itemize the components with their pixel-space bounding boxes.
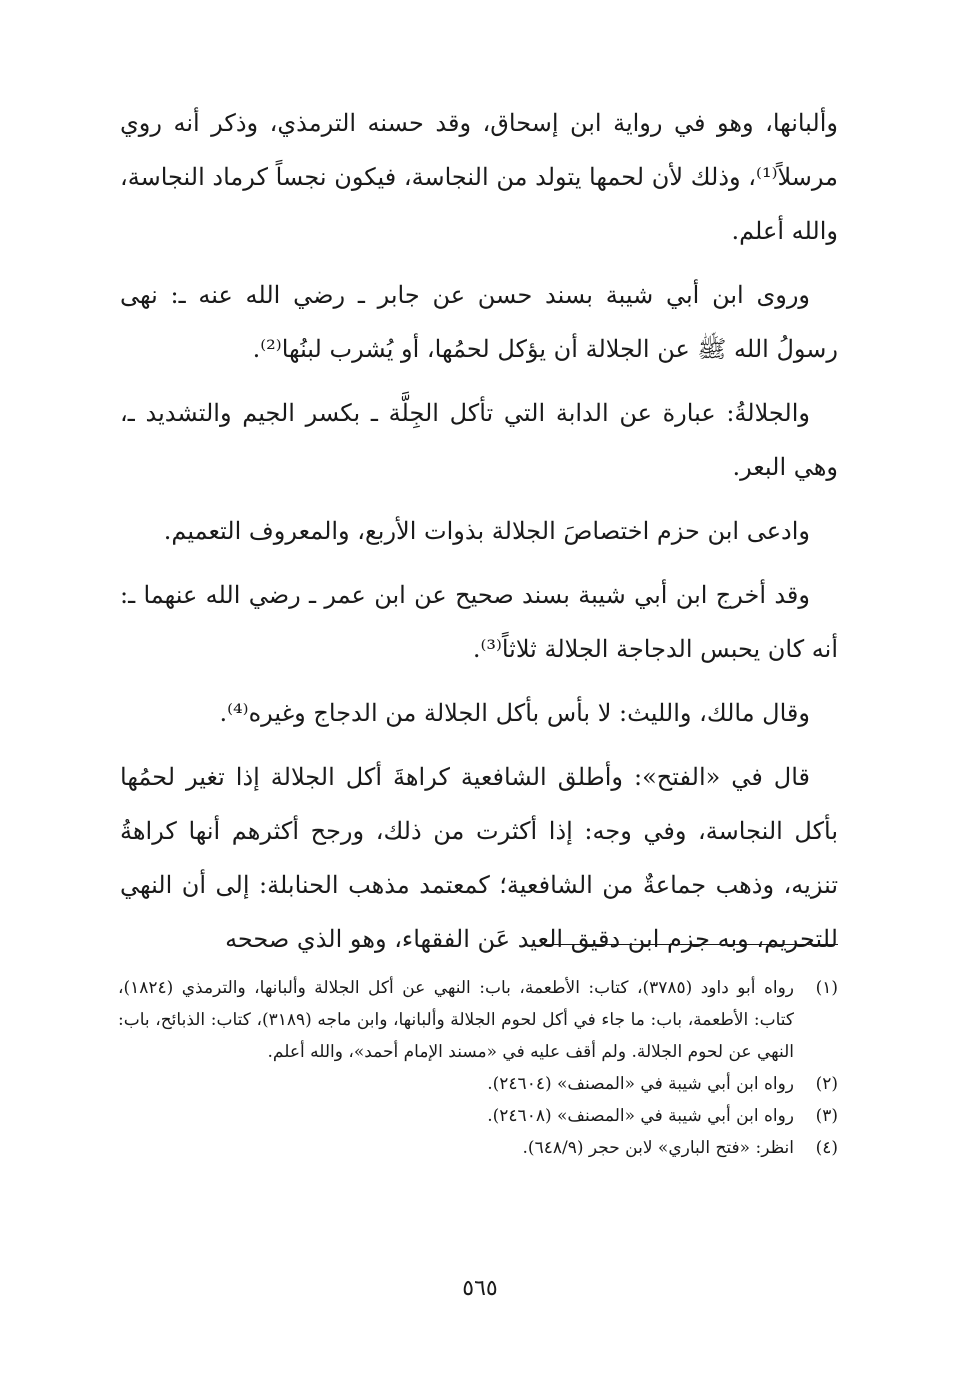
paragraph-continuation: وألبانها، وهو في رواية ابن إسحاق، وقد حسنه الترمذي، وذكر أنه روي مرسلاً⁽¹⁾، وذلك لأن لحمها يتولد من النجاسة، فيكون نجساً كرماد النجاسة، والله أعلم. xyxy=(120,109,838,245)
paragraph-fath-quote: قال في «الفتح»: وأطلق الشافعية كراهةَ أكل الجلالة إذا تغير لحمُها بأكل النجاسة، وفي وجه: إذا أكثرت من ذلك، ورجح أكثرهم أنها كراهةُ تنزيه، وذهب جماعةٌ من الشافعية؛ كمعتمد مذهب الحنابلة: إلى أن النهي للتحريم، وبه جزم ابن دقيق العيد عَن الفقهاء، وهو الذي صححه xyxy=(120,763,839,953)
footnote-separator xyxy=(542,944,838,945)
footnote-3 xyxy=(118,1100,838,1132)
footnote-number: (٢) xyxy=(815,1074,838,1094)
footnote-text: رواه أبو داود (٣٧٨٥)، كتاب: الأطعمة، باب: النهي عن أكل الجلالة وألبانها، والترمذي (١٨٢٤)، كتاب: الأطعمة، باب: ما جاء في أكل لحوم الجلالة وألبانها، وابن ماجه (٣١٨٩)، كتاب: الذبائح، باب: النهي عن لحوم الجلالة. ولم أقف عليه في «مسند الإمام أحمد»، والله أعلم. xyxy=(118,978,795,1062)
footnote-1 xyxy=(118,972,838,1068)
main-text xyxy=(120,96,838,976)
footnote-text: انظر: «فتح الباري» لابن حجر (٦٤٨/٩). xyxy=(522,1138,794,1158)
footnote-number: (٤) xyxy=(815,1138,838,1158)
page-number: ٥٦٥ xyxy=(462,1276,498,1301)
paragraph-jallala-definition: والجلالةُ: عبارة عن الدابة التي تأكل الجِلَّة ـ بكسر الجيم والتشديد ـ، وهي البعر. xyxy=(120,399,838,481)
paragraph-ibn-umar-narration: وقد أخرج ابن أبي شيبة بسند صحيح عن ابن عمر ـ رضي الله عنهما ـ: أنه كان يحبس الدجاجة الجلالة ثلاثاً⁽³⁾. xyxy=(120,581,838,663)
paragraph-ibn-hazm: وادعى ابن حزم اختصاصَ الجلالة بذوات الأربع، والمعروف التعميم. xyxy=(163,517,810,545)
paragraph-jabir-narration: وروى ابن أبي شيبة بسند حسن عن جابر ـ رضي الله عنه ـ: نهى رسولُ الله ﷺ عن الجلالة أن يؤكل لحمُها، أو يُشرب لبنُها⁽²⁾. xyxy=(120,281,838,363)
footnote-text: رواه ابن أبي شيبة في «المصنف» (٢٤٦٠٤). xyxy=(487,1074,794,1094)
footnotes xyxy=(118,972,838,1164)
footnote-4 xyxy=(118,1132,838,1164)
footnote-text: رواه ابن أبي شيبة في «المصنف» (٢٤٦٠٨). xyxy=(487,1106,794,1126)
footnote-number: (١) xyxy=(815,978,838,998)
footnote-2 xyxy=(118,1068,838,1100)
paragraph-malik-layth: وقال مالك، والليث: لا بأس بأكل الجلالة من الدجاج وغيره⁽⁴⁾. xyxy=(219,699,810,727)
footnote-number: (٣) xyxy=(815,1106,838,1126)
